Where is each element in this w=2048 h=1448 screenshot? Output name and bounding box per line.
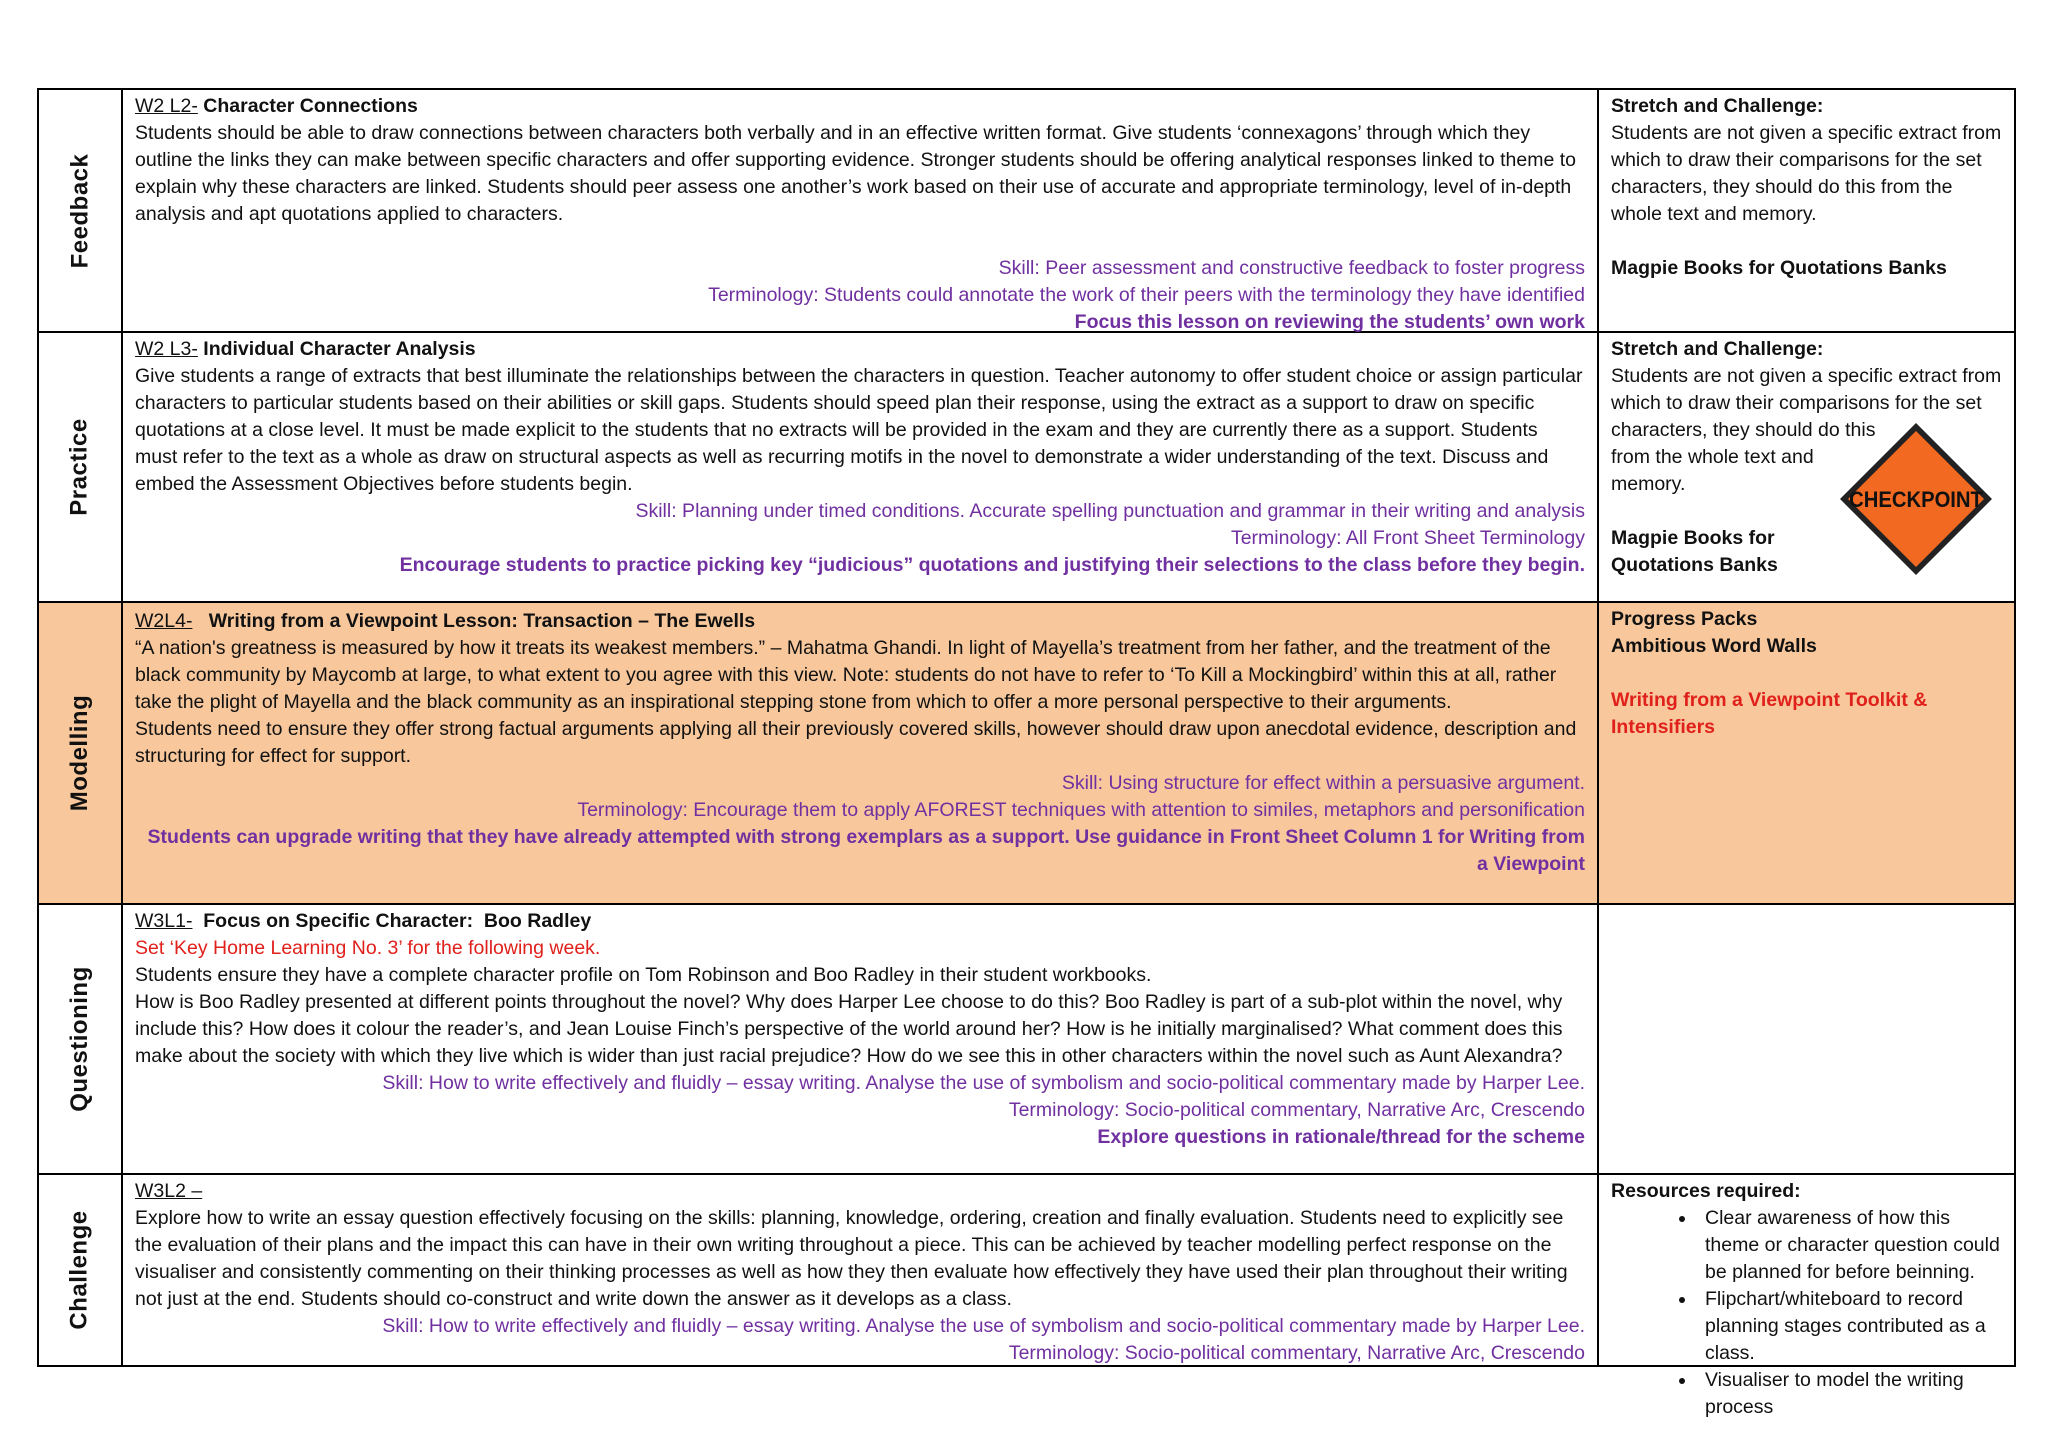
lesson-body: Students need to ensure they offer strong factual arguments applying all their previously covered skills, however should draw upon anecdotal evidence, description and structuring for effect for support. [135,718,1577,767]
side-resource-line: Quotations Banks [1611,554,1778,576]
side-text-line: which to draw their comparisons for the set [1611,392,1982,414]
row-modelling [39,603,2014,905]
row-feedback [39,90,2014,333]
lesson-title: W3L1- Focus on Specific Character: Boo Radley [135,910,592,932]
row-label: Questioning [39,905,123,1173]
resources-list [1611,1205,2002,1421]
lesson-title: W3L2 – [135,1180,203,1202]
lesson-title: W2 L2- Character Connections [135,95,418,117]
side-heading: Stretch and Challenge: [1611,95,1824,117]
side-resource-highlight: Writing from a Viewpoint Toolkit & Intensifiers [1611,689,1928,738]
lesson-content [123,603,1599,903]
lesson-content [123,1175,1599,1365]
side-notes [1599,603,2014,903]
side-heading: Stretch and Challenge: [1611,338,1824,360]
checkpoint-label: CHECKPOINT [1849,488,1983,513]
row-questioning [39,905,2014,1175]
lesson-body: Explore how to write an essay question effectively focusing on the skills: planning, knowledge, ordering, creation and finally evaluation. Students need to explicitly see the evaluation of their plans and the impact this can have in their own writing throughout a piece. This can be achieved by teacher modelling perfect response on the visualiser and consistently commenting on their thinking processes as well as how they then evaluate how effectively they have used their plan throughout their writing not just at the end. Students should co-construct and write down the answer as it develops as a class. [135,1207,1568,1310]
side-notes [1599,1175,2014,1418]
row-label: Practice [39,333,123,601]
skill-text: Skill: How to write effectively and fluidly – essay writing. Analyse the use of symbolism and socio-political commentary made by Harper Lee. [382,1315,1585,1337]
terminology-text: Terminology: Socio-political commentary, Narrative Arc, Crescendo [1008,1342,1585,1364]
side-notes [1599,90,2014,331]
side-resource: Magpie Books for Quotations Banks [1611,257,1947,279]
row-label: Feedback [39,90,123,331]
side-text-line: characters, they should do this [1611,419,1876,441]
lesson-body: Students should be able to draw connections between characters both verbally and in an effective written format. Give students ‘connexagons’ through which they outline the links they can make between specific characters and offer supporting evidence. Stronger students should be offering analytical responses linked to theme to explain why these characters are linked. Students should peer assess one another’s work based on their use of accurate and appropriate terminology, level of in-depth analysis and apt quotations applied to characters. [135,122,1576,225]
lesson-body: Give students a range of extracts that best illuminate the relationships between the characters in question. Teacher autonomy to offer student choice or assign particular characters to particular students based on their abilities or skill gaps. Students should speed plan their response, using the extract as a support to draw on specific quotations at a close level. It must be made explicit to the students that no extracts will be provided in the exam and they are currently there as a support. Students must refer to the text as a whole as draw on structural aspects as well as recurring motifs in the novel to demonstrate a wider understanding of the text. Discuss and embed the Assessment Objectives before students begin. [135,365,1583,495]
focus-text: Focus this lesson on reviewing the students’ own work [1074,311,1585,333]
side-notes [1599,905,2014,1173]
skill-text: Skill: Planning under timed conditions. Accurate spelling punctuation and grammar in their writing and analysis [635,500,1585,522]
terminology-text: Terminology: Students could annotate the work of their peers with the terminology they have identified [708,284,1585,306]
list-item: • Flipchart/whiteboard to record planning stages contributed as a class. [1697,1286,2002,1367]
lesson-content [123,905,1599,1173]
lesson-title: W2 L3- Individual Character Analysis [135,338,476,360]
side-notes [1599,333,2014,601]
focus-text: Encourage students to practice picking key “judicious” quotations and justifying their selections to the class before they begin. [399,554,1585,576]
side-resource: Ambitious Word Walls [1611,635,1817,657]
row-practice [39,333,2014,603]
side-heading: Resources required: [1611,1180,1801,1202]
checkpoint-sign-icon [1836,419,1996,579]
lesson-body: “A nation's greatness is measured by how it treats its weakest members.” – Mahatma Ghandi. In light of Mayella’s treatment from her father, and the treatment of the black community by Maycomb at large, to what extent to you agree with this view. Note: students do not have to refer to ‘To Kill a Mockingbird’ within this at all, rather take the plight of Mayella and the black community as an inspirational stepping stone from which to offer a more personal perspective to their arguments. [135,637,1557,713]
skill-text: Skill: Using structure for effect within a persuasive argument. [1061,772,1585,794]
row-label: Challenge [39,1175,123,1365]
side-text-line: Students are not given a specific extract from [1611,365,2002,387]
row-label: Modelling [39,603,123,903]
focus-text: Students can upgrade writing that they have already attempted with strong exemplars as a support. Use guidance in Front Sheet Column 1 for Writing from a Viewpoint [147,826,1585,875]
terminology-text: Terminology: Socio-political commentary, Narrative Arc, Crescendo [1008,1099,1585,1121]
terminology-text: Terminology: All Front Sheet Terminology [1230,527,1585,549]
side-text: Students are not given a specific extract from which to draw their comparisons for the set characters, they should do this from the whole text and memory. [1611,122,2002,225]
lesson-content [123,90,1599,331]
lesson-plan-table [37,88,2016,1418]
lesson-body: How is Boo Radley presented at different points throughout the novel? Why does Harper Lee choose to do this? Boo Radley is part of a sub-plot within the novel, why include this? How does it colour the reader’s, and Jean Louise Finch’s perspective of the world around her? How is he initially marginalised? What comment does this make about the society with which they live which is wider than just racial prejudice? How do we see this in other characters within the novel such as Aunt Alexandra? [135,991,1563,1067]
list-item: • Clear awareness of how this theme or character question could be planned for before beinning. [1697,1205,2002,1286]
side-text-line: memory. [1611,473,1686,495]
skill-text: Skill: Peer assessment and constructive feedback to foster progress [998,257,1585,279]
lesson-content [123,333,1599,601]
lesson-title: W2L4- Writing from a Viewpoint Lesson: Transaction – The Ewells [135,610,756,632]
terminology-text: Terminology: Encourage them to apply AFOREST techniques with attention to similes, metaphors and personification [577,799,1585,821]
side-resource: Progress Packs [1611,608,1758,630]
row-challenge [39,1175,2014,1418]
list-item: • Visualiser to model the writing process [1697,1367,2002,1421]
skill-text: Skill: How to write effectively and fluidly – essay writing. Analyse the use of symbolism and socio-political commentary made by Harper Lee. [382,1072,1585,1094]
side-resource-line: Magpie Books for [1611,527,1775,549]
lesson-body: Students ensure they have a complete character profile on Tom Robinson and Boo Radley in their student workbooks. [135,964,1152,986]
home-learning-note: Set ‘Key Home Learning No. 3’ for the following week. [135,937,601,959]
side-text-line: from the whole text and [1611,446,1814,468]
focus-text: Explore questions in rationale/thread for the scheme [1097,1126,1585,1148]
